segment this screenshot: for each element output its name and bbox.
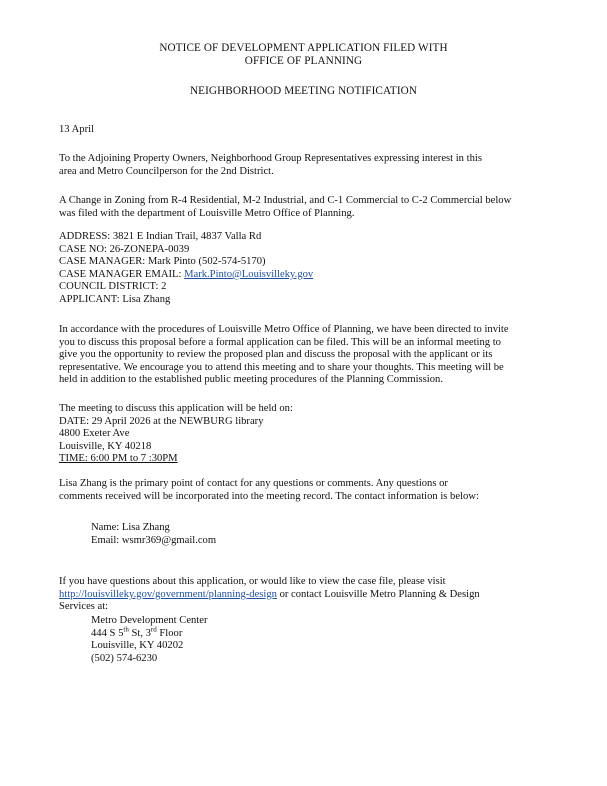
case-manager-email-label: CASE MANAGER EMAIL:: [59, 268, 185, 280]
contact-line-1: Lisa Zhang is the primary point of contact for any questions or comments. Any questions or: [59, 478, 448, 489]
office-street: [91, 625, 591, 641]
case-address: ADDRESS: 3821 E Indian Trail, 4837 Valla Rd: [59, 231, 262, 242]
questions-paragraph: [59, 576, 559, 614]
questions-line-3: Services at:: [59, 601, 109, 613]
council-district: COUNCIL DISTRICT: 2: [59, 281, 167, 293]
office-address: [91, 615, 591, 665]
procedure-line-2: you to discuss this proposal before a formal application can be filed. This will be an informal meeting to: [59, 336, 501, 348]
case-manager: CASE MANAGER: Mark Pinto (502-574-5170): [59, 256, 266, 268]
case-details: [59, 231, 559, 307]
office-street-number: 444 S 5: [91, 627, 124, 639]
office-street-ordinal-1: th: [123, 625, 129, 634]
questions-line-2: [59, 589, 559, 602]
meeting-city: Louisville, KY 40218: [59, 440, 152, 452]
meeting-intro: The meeting to discuss this application will be held on:: [59, 403, 293, 414]
procedure-line-1: In accordance with the procedures of Louisville Metro Office of Planning, we have been directed to invite: [59, 324, 509, 335]
contact-info: [91, 522, 591, 547]
office-name: Metro Development Center: [91, 615, 208, 626]
change-line-1: A Change in Zoning from R-4 Residential, M-2 Industrial, and C-1 Commercial to C-2 Commercial below: [59, 195, 512, 206]
office-street-floor: Floor: [156, 627, 183, 639]
contact-name: Name: Lisa Zhang: [91, 522, 170, 533]
office-street-ordinal-2: rd: [150, 625, 157, 634]
meeting-notification-heading: NEIGHBORHOOD MEETING NOTIFICATION: [189, 85, 418, 97]
planning-design-link[interactable]: http://louisvilleky.gov/government/planning-design: [59, 588, 277, 600]
questions-line-2-rest: or contact Louisville Metro Planning & Design: [276, 588, 480, 600]
procedure-line-3: give you the opportunity to review the proposed plan and discuss the proposal with the applicant or its: [59, 349, 493, 361]
office-phone: (502) 574-6230: [91, 652, 158, 664]
notice-title-line-2: OFFICE OF PLANNING: [244, 55, 363, 67]
case-number: CASE NO: 26-ZONEPA-0039: [59, 243, 190, 255]
letter-date: [59, 124, 559, 137]
date-text: 13 April: [59, 124, 95, 135]
procedure-line-4: representative. We encourage you to attend this meeting and to share your thoughts. This meeting will be: [59, 361, 504, 373]
contact-email: Email: wsmr369@gmail.com: [91, 534, 217, 546]
applicant: APPLICANT: Lisa Zhang: [59, 293, 171, 305]
meeting-street: 4800 Exeter Ave: [59, 428, 130, 440]
meeting-details: [59, 403, 559, 466]
change-line-2: was filed with the department of Louisville Metro Office of Planning.: [59, 207, 355, 219]
case-manager-email-row: [59, 269, 559, 282]
procedure-line-5: held in addition to the established public meeting procedures of the Planning Commission.: [59, 374, 443, 386]
meeting-date: DATE: 29 April 2026 at the NEWBURG library: [59, 415, 264, 427]
zoning-change-paragraph: [59, 195, 559, 220]
contact-paragraph: [59, 478, 559, 503]
case-manager-email-link[interactable]: Mark.Pinto@Louisvilleky.gov: [184, 268, 314, 280]
meeting-time: TIME: 6:00 PM to 7 :30PM: [59, 453, 178, 465]
notice-title-line-1: NOTICE OF DEVELOPMENT APPLICATION FILED WITH: [159, 42, 448, 54]
office-city: Louisville, KY 40202: [91, 640, 184, 652]
intro-line-2: area and Metro Councilperson for the 2nd District.: [59, 165, 274, 177]
questions-line-1: If you have questions about this application, or would like to view the case file, please visit: [59, 576, 446, 587]
intro-paragraph: [59, 153, 559, 178]
procedure-paragraph: [59, 324, 559, 387]
contact-line-2: comments received will be incorporated into the meeting record. The contact information is below:: [59, 490, 479, 502]
intro-line-1: To the Adjoining Property Owners, Neighborhood Group Representatives expressing interest in this: [59, 153, 482, 164]
office-street-mid: St, 3: [128, 627, 151, 639]
